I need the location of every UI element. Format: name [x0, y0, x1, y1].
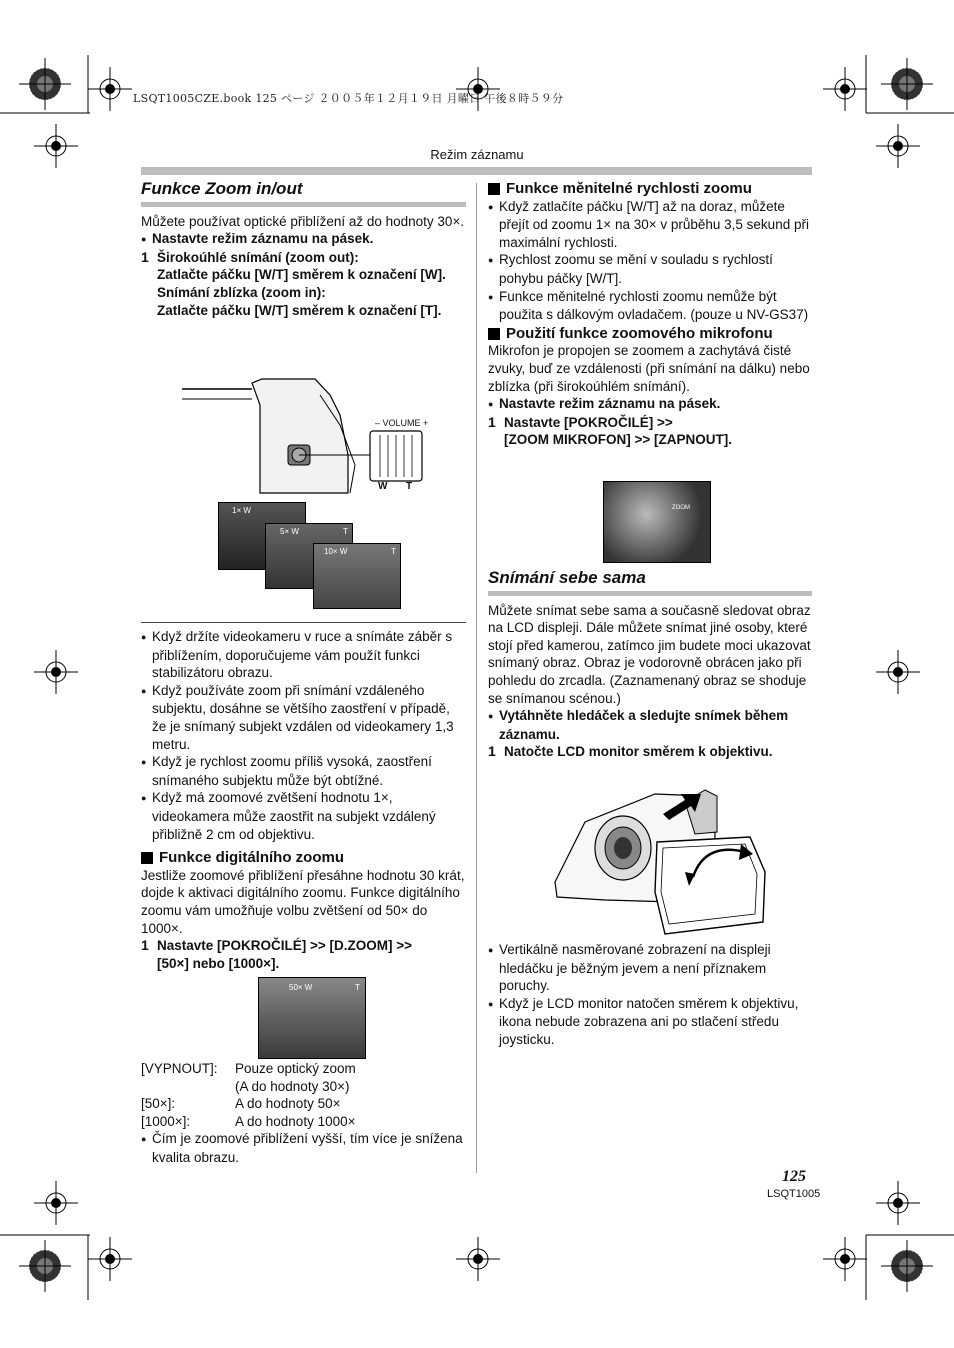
heading-square-icon	[141, 852, 153, 864]
model-code: LSQT1005	[767, 1188, 821, 1200]
heading-square-icon	[488, 183, 500, 195]
zoom-screen-10x	[313, 543, 401, 609]
heading-text: Funkce digitálního zoomu	[159, 849, 344, 867]
heading-text: Použití funkce zoomového mikrofonu	[506, 324, 773, 342]
self-step	[488, 743, 812, 761]
zoom-step-1	[141, 249, 466, 319]
figure-rule	[141, 622, 466, 623]
step-number: 1	[488, 743, 496, 760]
top-rule	[141, 167, 812, 175]
set-mode-instruction: ● Nastavte režim záznamu na pásek.	[141, 230, 466, 249]
lcd-note: ● Když je LCD monitor natočen směrem k objektivu, ikona nebude zobrazena ani po stlačení středu joysticku.	[488, 995, 812, 1049]
option-row: (A do hodnoty 30×)	[235, 1078, 350, 1094]
note-item: ● Když je rychlost zoomu příliš vysoká, zaostření snímaného subjektu může být obtížné.	[141, 753, 466, 789]
zoom-level-5x: 5× W	[280, 527, 299, 536]
step-line: Snímání zblízka (zoom in):	[157, 284, 326, 300]
note-item: ● Když má zoomové zvětšení hodnotu 1×, videokamera může zaostřit na subjekt vzdálený přibližně 2 cm od objektivu.	[141, 789, 466, 843]
option-row: [VYPNOUT]: Pouze optický zoom	[141, 1061, 356, 1076]
step-line: Nastavte [POKROČILÉ] >>	[504, 414, 673, 430]
zoom-tele-label: T	[343, 527, 348, 536]
step-line: Natočte LCD monitor směrem k objektivu.	[504, 744, 773, 760]
mic-step	[488, 414, 812, 449]
lcd-note: ● Vertikálně nasměrované zobrazení na displeji hledáčku je běžným jevem a není příznakem poruchy.	[488, 941, 812, 995]
step-number: 1	[488, 413, 496, 430]
self-recording-notes	[488, 941, 812, 1049]
page-number: 125	[782, 1168, 806, 1185]
zoom-level-10x: 10× W	[324, 547, 348, 556]
step-line: Širokoúhlé snímání (zoom out):	[157, 249, 359, 265]
option-row: [1000×]: A do hodnoty 1000×	[141, 1113, 356, 1129]
print-info: LSQT1005CZE.book 125 ページ ２００５年１２月１９日 月曜日 午後８時５９分	[133, 92, 564, 105]
t-label: T	[406, 481, 413, 492]
viewfinder-instruction: ● Vytáhněte hledáček a sledujte snímek během záznamu.	[488, 707, 812, 743]
zoom-tele-label: T	[391, 547, 396, 556]
zoom-intro: Můžete používat optické přiblížení až do hodnoty 30×.	[141, 213, 465, 229]
zoom-mic-label: ZOOM	[672, 505, 690, 511]
heading-text: Funkce měnitelné rychlosti zoomu	[506, 180, 752, 197]
step-line: Zatlačte páčku [W/T] směrem k označení [T].	[157, 302, 442, 318]
step-line: [50×] nebo [1000×].	[157, 955, 280, 971]
digital-zoom-options	[141, 1060, 466, 1167]
right-column	[488, 180, 812, 449]
zoom-mic-screen	[603, 481, 711, 563]
zoom-mic-heading	[488, 325, 812, 343]
speed-note: ● Funkce měnitelné rychlosti zoomu nemůže být použita s dálkovým ovladačem. (pouze u NV-GS37)	[488, 288, 812, 324]
zoom-speed-heading	[488, 180, 812, 198]
lcd-rotation-illustration	[545, 782, 775, 942]
zoom-title: Funkce Zoom in/out	[141, 179, 303, 198]
self-recording-title: Snímání sebe sama	[488, 568, 646, 587]
step-number: 1	[141, 248, 149, 265]
option-row: [50×]: A do hodnoty 50×	[141, 1096, 341, 1112]
left-column-notes	[141, 628, 466, 972]
self-recording-text: Můžete snímat sebe sama a současně sledovat obraz na LCD displeji. Dále můžete snímat jiné osoby, které stojí před kamerou, zatímco jim budete moci ukazovat snímaný obraz. Obraz je vodorovně obrácen jako při pohledu do zrcadla. (Zaznamenaný obraz se shoduje se snímanou scénou.)	[488, 602, 811, 706]
step-line: [ZOOM MIKROFON] >> [ZAPNOUT].	[504, 432, 732, 448]
quality-note: ● Čím je zoomové přiblížení vyšší, tím více je snížena kvalita obrazu.	[141, 1130, 466, 1166]
left-column	[141, 180, 466, 319]
note-item: ● Když používáte zoom při snímání vzdáleného subjektu, dosáhne se většího zaostření v případě, že je snímaný subjekt vzdálen od videokamery 1,3 metru.	[141, 682, 466, 753]
speed-note: ● Rychlost zoomu se mění v souladu s rychlostí pohybu páčky [W/T].	[488, 251, 812, 287]
zoom-lever-illustration	[180, 375, 430, 500]
set-mode-instruction: ● Nastavte režim záznamu na pásek.	[488, 395, 812, 414]
w-label: W	[378, 481, 388, 492]
zoom-tele-label: T	[355, 983, 360, 992]
speed-note: ● Když zatlačíte páčku [W/T] až na doraz, můžete přejít od zoomu 1× na 30× v průběhu 3,5 sekund při maximální rychlosti.	[488, 198, 812, 252]
digital-zoom-screen	[258, 977, 366, 1059]
section-label: Režim záznamu	[430, 147, 524, 162]
digital-zoom-text: Jestliže zoomové přiblížení přesáhne hodnotu 30 krát, dojde k aktivaci digitálního zoomu. Funkce digitálního zoomu vám umožňuje volbu zvětšení od 50× do 1000×.	[141, 867, 465, 936]
heading-square-icon	[488, 328, 500, 340]
zoom-level-1x: 1× W	[232, 506, 251, 515]
column-divider	[476, 183, 477, 1173]
step-number: 1	[141, 937, 149, 954]
title-rule	[141, 202, 466, 207]
zoom-level-50x: 50× W	[289, 983, 313, 992]
digital-zoom-step	[141, 937, 466, 972]
digital-zoom-heading	[141, 849, 466, 867]
note-item: ● Když držíte videokameru v ruce a snímáte záběr s přiblížením, doporučujeme vám použít funkci stabilizátoru obrazu.	[141, 628, 466, 682]
step-line: Zatlačte páčku [W/T] směrem k označení [W].	[157, 267, 446, 283]
self-recording-section	[488, 569, 812, 761]
volume-label: – VOLUME +	[375, 418, 429, 428]
title-rule	[488, 591, 812, 596]
mic-text: Mikrofon je propojen se zoomem a zachytává čisté zvuky, buď ze vzdálenosti (při snímání na dálku) nebo zblízka (při širokoúhlém snímání).	[488, 343, 810, 394]
step-line: Nastavte [POKROČILÉ] >> [D.ZOOM] >>	[157, 938, 413, 954]
